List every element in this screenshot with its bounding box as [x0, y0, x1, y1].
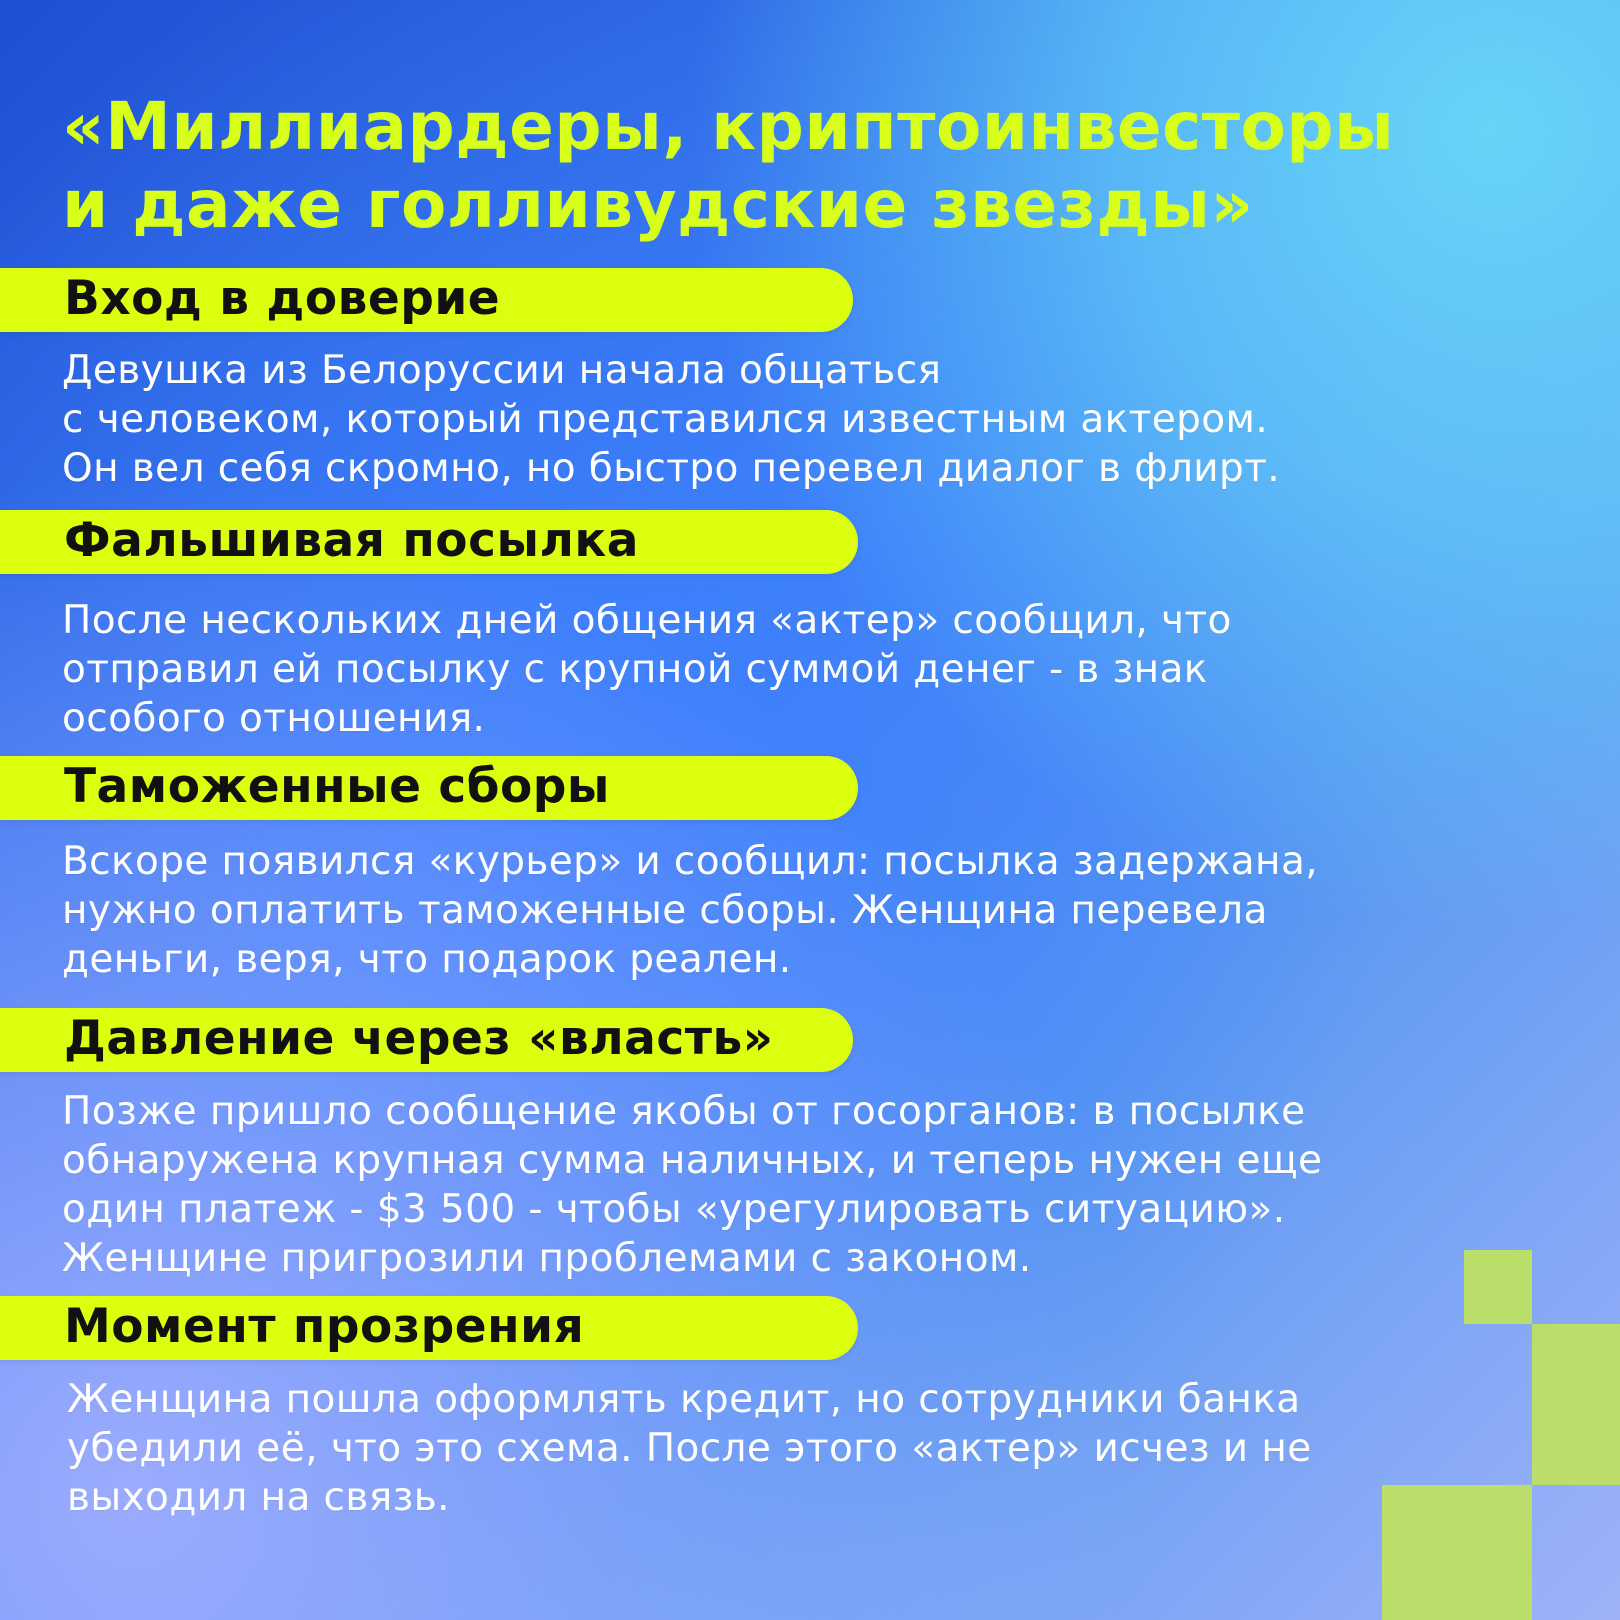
section-heading: Момент прозрения	[64, 1299, 585, 1354]
section-heading-pill	[0, 268, 853, 332]
section-heading-pill	[0, 756, 858, 820]
section-heading: Давление через «власть»	[64, 1011, 774, 1066]
section-heading: Фальшивая посылка	[64, 513, 639, 568]
section-heading: Таможенные сборы	[64, 759, 610, 814]
decorative-green-square	[1464, 1250, 1532, 1324]
section-body: Вскоре появился «курьер» и сообщил: посылка задержана, нужно оплатить таможенные сборы. Женщина перевела деньги, веря, что подарок реален.	[62, 839, 1319, 982]
decorative-green-square	[1382, 1485, 1532, 1620]
section-body: Девушка из Белоруссии начала общаться с человеком, который представился известным актером. Он вел себя скромно, но быстро перевел диалог в флирт.	[62, 348, 1281, 491]
decorative-green-square	[1532, 1324, 1620, 1485]
page-title: «Миллиардеры, криптоинвесторы и даже голливудские звезды»	[62, 88, 1395, 243]
section-heading-pill	[0, 1296, 858, 1360]
section-body: Позже пришло сообщение якобы от госорганов: в посылке обнаружена крупная сумма наличных, и теперь нужен еще один платеж - $3 500 - чтобы «урегулировать ситуацию». Женщине пригрозили проблемами с законом.	[62, 1089, 1323, 1281]
section-heading: Вход в доверие	[64, 271, 501, 326]
section-body: После нескольких дней общения «актер» сообщил, что отправил ей посылку с крупной суммой денег - в знак особого отношения.	[62, 598, 1232, 741]
section-heading-pill	[0, 1008, 853, 1072]
section-heading-pill	[0, 510, 858, 574]
section-body: Женщина пошла оформлять кредит, но сотрудники банка убедили её, что это схема. После этого «актер» исчез и не выходил на связь.	[67, 1377, 1312, 1520]
